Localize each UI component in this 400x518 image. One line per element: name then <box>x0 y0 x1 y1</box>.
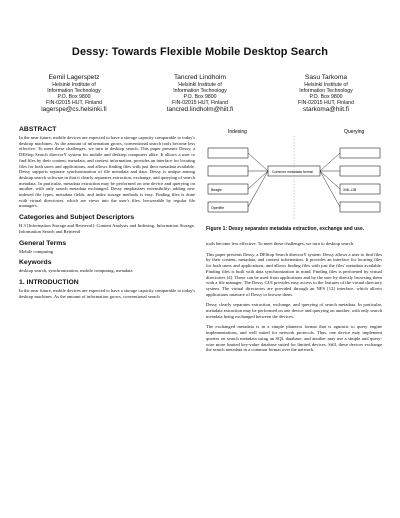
common-format-label: Common metadata format <box>272 170 313 174</box>
query-box <box>340 202 380 212</box>
right-column <box>206 126 382 353</box>
author-affiliation: Helsinki Institute of <box>52 82 96 88</box>
author-email: lagerspe@cs.helsinki.fi <box>41 106 107 114</box>
author-box: P.O. Box 9800 <box>183 94 217 101</box>
abstract-text: In the near future, mobile devices are expected to have a storage capacity comparable to today's desktop machines. As the amount of information grows, conventional search tools become less effective. To meet these challenges, we turn to desktop search. This paper presents Dessy, a DEStop Search directorY system for mobile and desktop computers alike. It allows a user to find files by their content, metadata, and context information, provides an interface for locating files for both users and applications, and allows finding files with just their metadata available. Dessy supports separate synchronization of file metadata and data. Dessy is unique among desktop search software in that it clearly separates extraction, exchange, and querying of search metadata. In particular, metadata extraction may be performed on one device and querying on another, with only search metadata exchanged. Dessy emphasizes extensibility: adding new indexed file types, metadata fields, and index storage methods is easy. Finding files is done with virtual directories, which are views into the user's files, browseable by regular file managers. <box>19 135 195 209</box>
author-3 <box>264 74 388 114</box>
categories-heading: Categories and Subject Descriptors <box>19 214 135 222</box>
architecture-diagram <box>206 126 382 222</box>
author-name: Sasu Tarkoma <box>304 74 348 81</box>
indexer-box <box>208 148 248 158</box>
keywords-text: desktop search, synchronization, mobile computing, metadata <box>19 268 133 274</box>
author-block <box>12 74 388 114</box>
paper-title: Dessy: Towards Flexible Mobile Desktop Search <box>71 46 329 58</box>
author-affiliation: Information Technology <box>299 88 353 95</box>
indexing-label: Indexing <box>228 129 247 135</box>
author-affiliation: Helsinki Institute of <box>178 82 222 88</box>
author-affiliation: Information Technology <box>173 88 227 95</box>
author-name: Eemil Lagerspetz <box>48 74 100 81</box>
querying-label: Querying <box>344 129 365 135</box>
general-terms-text: Mobile computing <box>19 248 54 254</box>
general-terms-heading: General Terms <box>19 239 67 247</box>
author-1 <box>12 74 136 114</box>
abstract-heading: ABSTRACT <box>19 126 57 133</box>
author-name: Tancred Lindholm <box>173 74 227 81</box>
introduction-text: In the near future, mobile devices are expected to have a storage capacity comparable to today's desktop machines. As the amount of information grows, conventional search <box>19 287 195 299</box>
author-2 <box>138 74 262 114</box>
author-city: FIN-02015 HUT, Finland <box>298 100 354 107</box>
body-paragraph: tools become less effective. To meet these challenges, we turn to desktop search. <box>206 241 355 246</box>
query-label: XML-DB <box>343 188 357 192</box>
author-affiliation: Information Technology <box>47 88 101 95</box>
indexer-label: Beagle <box>211 188 222 192</box>
author-city: FIN-02015 HUT, Finland <box>46 100 102 107</box>
author-affiliation: Helsinki Institute of <box>304 82 348 88</box>
indexer-label: Openfile <box>211 206 225 210</box>
query-box <box>340 148 380 158</box>
left-column <box>19 126 195 299</box>
author-city: FIN-02015 HUT, Finland <box>172 100 228 107</box>
figure-1 <box>206 126 382 222</box>
introduction-heading: 1. INTRODUCTION <box>19 278 79 286</box>
categories-text: H.3 [Information Storage and Retrieval]: Content Analysis and Indexing, Information Storage, Information Search and Retrieval <box>19 223 195 234</box>
author-email: starkoma@hiit.fi <box>303 106 349 114</box>
body-paragraph: Dessy clearly separates extraction, exchange, and querying of search metadata. In particular, metadata extraction may be performed on one device and querying on another, with only search metadata being exchanged between the devices. <box>206 302 382 319</box>
author-box: P.O. Box 9800 <box>309 94 343 101</box>
author-email: tancred.lindholm@hiit.fi <box>166 106 234 114</box>
body-paragraph: This paper presents Dessy, a DEStop Search directorY system. Dessy allows a user to find files by their content, metadata, and context information. It provides an interface for locating files for both users and applications, and allows finding files with just the files' metadata available. Finding files is built with data synchronization in mind. Finding files is performed by virtual directories [4]. These can be used from applications and by the user by directly browsing them with a file manager. The Dessy GUI provides easy access to the features of the virtual directory system. The virtual directories are provided through an NFS [12] interface, which allows applications unaware of Dessy to browse them. <box>206 251 382 297</box>
figure-caption: Figure 1: Dessy separates metadata extraction, exchange and use. <box>206 226 365 232</box>
author-box: P.O. Box 9800 <box>57 94 91 101</box>
query-box <box>340 166 380 176</box>
indexer-box <box>208 166 248 176</box>
keywords-heading: Keywords <box>19 259 52 267</box>
body-paragraph: The exchanged metadata is in a simple plaintext format that is agnostic to query engine implementations, and well suited for network protocols. Thus, one device may implement queries on search metadata using an SQL database, and another may use a simple and query-wise more limited key-value database suited for limited devices. Still, these devices exchange the search metadata in a common format over the network. <box>206 324 382 353</box>
